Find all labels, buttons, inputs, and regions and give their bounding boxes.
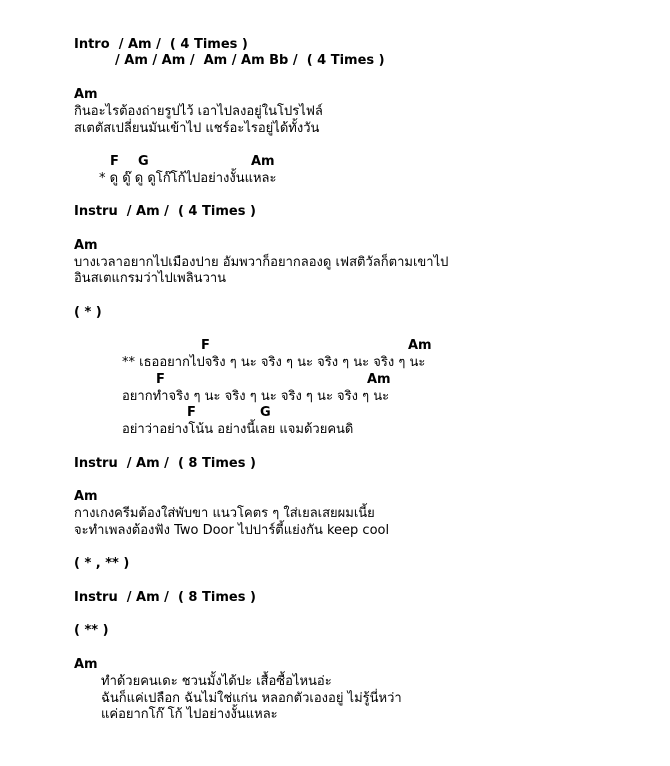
outro-lyric-2: ฉันก็แค่เปลือก ฉันไม่ใช่แก่น หลอกตัวเองอยู่ ไม่รู้นี่หว่า (101, 691, 402, 706)
verse2-chord: Am (74, 238, 98, 253)
outro-lyric-3: แค่อยากโก๊ โก้ ไปอย่างงั้นแหละ (101, 707, 278, 722)
chorus-chord-2-am: Am (367, 372, 391, 387)
verse2-lyric-1: บางเวลาอยากไปเมืองปาย อัมพวาก็อยากลองดู เฟสติวัลก็ตามเขาไป (74, 255, 449, 270)
chorus-chord-1-am: Am (408, 338, 432, 353)
verse1-chord: Am (74, 87, 98, 102)
verse3-lyric-2: จะทำเพลงต้องฟัง Two Door ไปปาร์ตี้แย่งกัน keep cool (74, 523, 390, 538)
repeat-2: ( * , ** ) (74, 556, 130, 571)
chorus-chord-1-f: F (201, 338, 210, 353)
hook-chord-g: G (138, 154, 149, 169)
repeat-1: ( * ) (74, 305, 102, 320)
verse2-lyric-2: อินสเตแกรมว่าไปเพลินวาน (74, 271, 227, 286)
chorus-lyric-2: อยากทำจริง ๆ นะ จริง ๆ นะ จริง ๆ นะ จริง ๆ นะ (122, 389, 390, 404)
hook-chord-am: Am (251, 154, 275, 169)
chorus-lyric-1: ** เธออยากไปจริง ๆ นะ จริง ๆ นะ จริง ๆ นะ จริง ๆ นะ (122, 355, 426, 370)
chorus-lyric-3: อย่าว่าอย่างโน้น อย่างนี้เลย แจมด้วยคนดิ (122, 422, 354, 437)
instru-1: Instru / Am / ( 4 Times ) (74, 204, 256, 219)
outro-chord: Am (74, 657, 98, 672)
verse3-chord: Am (74, 489, 98, 504)
verse1-lyric-1: กินอะไรต้องถ่ายรูปไว้ เอาไปลงอยู่ในโปรไฟล์ (74, 104, 323, 119)
hook-lyric: * ดู ดู๊ ดู ดูโก๊โก้ไปอย่างงั้นแหละ (99, 171, 277, 186)
verse1-lyric-2: สเตตัสเปลี่ยนมันเข้าไป แชร์อะไรอยู่ได้ทั้งวัน (74, 121, 320, 136)
instru-3: Instru / Am / ( 8 Times ) (74, 590, 256, 605)
intro-line-1: Intro / Am / ( 4 Times ) (74, 37, 248, 52)
instru-2: Instru / Am / ( 8 Times ) (74, 456, 256, 471)
verse3-lyric-1: กางเกงครีมต้องใส่พับขา แนวโคตร ๆ ใส่เยลเสยผมเนี้ย (74, 506, 375, 521)
hook-chord-f: F (110, 154, 119, 169)
chorus-chord-2-f: F (156, 372, 165, 387)
outro-lyric-1: ทำด้วยคนเดะ ชวนมั้งได้ปะ เสื้อซื้อไหนอ่ะ (101, 674, 332, 689)
intro-line-2: / Am / Am / Am / Am Bb / ( 4 Times ) (115, 53, 385, 68)
chorus-chord-3-f: F (187, 405, 196, 420)
repeat-3: ( ** ) (74, 623, 109, 638)
chorus-chord-3-g: G (260, 405, 271, 420)
